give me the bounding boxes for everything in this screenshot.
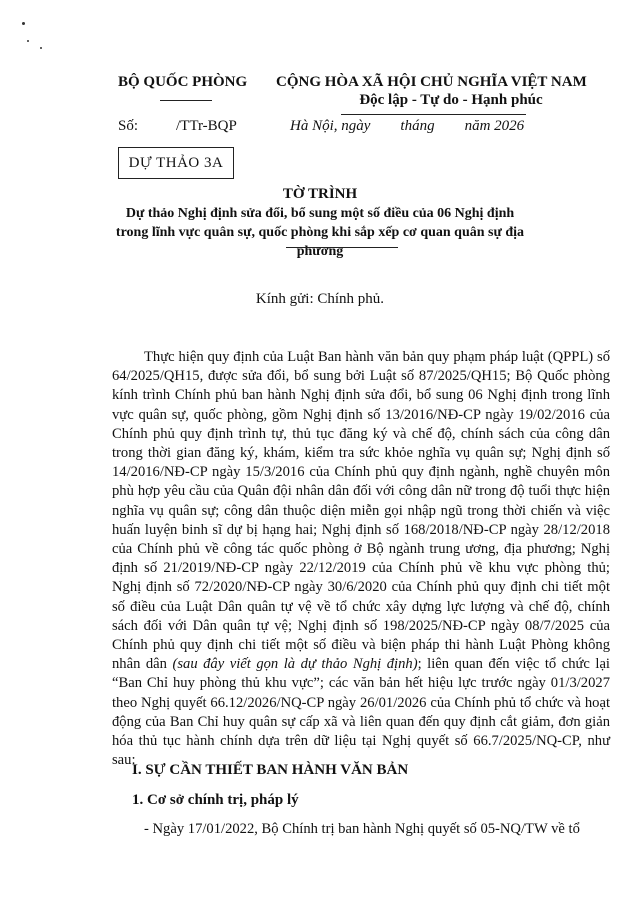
scan-speck (22, 22, 25, 25)
country-name: CỘNG HÒA XÃ HỘI CHỦ NGHĨA VIỆT NAM (276, 74, 587, 90)
ministry-name: BỘ QUỐC PHÒNG (118, 74, 248, 90)
document-subject: Dự thảo Nghị định sửa đổi, bổ sung một số điều của 06 Nghị định trong lĩnh vực quân sự, quốc phòng khi sắp xếp cơ quan quân sự địa phương (115, 206, 525, 259)
scan-speck (27, 40, 29, 42)
intro-paragraph (112, 348, 610, 770)
intro-text-part2: ; liên quan đến việc tổ chức lại “Ban Chỉ huy phòng thủ khu vực”; các văn bản hết hiệu lực trước ngày 01/3/2027 theo Nghị quyết 66.12/2026/NQ-CP ngày 26/01/2026 của Chính phủ tổ chức và hoạt động của Ban Chỉ huy quân sự cấp xã và liên quan đến quy định cắt giảm, đơn giản hóa thủ tục hành chính dựa trên dữ liệu tại Nghị quyết số 66.7/2025/NQ-CP, như sau: (112, 656, 610, 769)
doc-number-value: /TTr-BQP (176, 118, 237, 134)
doc-number-label: Số: (118, 118, 139, 134)
document-type: TỜ TRÌNH (282, 186, 358, 202)
ministry-underline (160, 100, 212, 101)
section-heading: I. SỰ CẦN THIẾT BAN HÀNH VĂN BẢN (132, 762, 409, 778)
draft-label: DỰ THẢO 3A (128, 154, 224, 171)
basis-paragraph: - Ngày 17/01/2022, Bộ Chính trị ban hành Nghị quyết số 05-NQ/TW về tổ (144, 821, 580, 837)
draft-stamp (118, 147, 234, 179)
motto-underline (341, 114, 526, 115)
intro-text-part1: Thực hiện quy định của Luật Ban hành văn bản quy phạm pháp luật (QPPL) số 64/2025/QH15, được sửa đổi, bổ sung bởi Luật số 87/2025/QH15; Bộ Quốc phòng kính trình Chính phủ ban hành Nghị định sửa đổi, bổ sung 06 Nghị định trong lĩnh vực quân sự, quốc phòng, gồm Nghị định số 13/2016/NĐ-CP ngày 19/02/2016 của Chính phủ quy định trình tự, thủ tục đăng ký và chế độ, chính sách của công dân trong thời gian đăng ký, khám, kiểm tra sức khỏe nghĩa vụ quân sự; Nghị định số 14/2016/NĐ-CP ngày 15/3/2016 của Chính phủ quy định ngành, nghề chuyên môn phù hợp yêu cầu của Quân đội nhân dân đối với công dân nữ trong độ tuổi thực hiện nghĩa vụ quân sự; công dân thuộc diện miễn gọi nhập ngũ trong thời chiến và việc huấn luyện binh sĩ dự bị hạng hai; Nghị định số 168/2018/NĐ-CP ngày 28/12/2018 của Chính phủ về công tác quốc phòng ở Bộ ngành trung ương, địa phương; Nghị định số 21/2019/NĐ-CP ngày 22/12/2019 của Chính phủ về khu vực phòng thủ; Nghị định số 72/2020/NĐ-CP ngày 30/6/2020 của Chính phủ quy định chi tiết một số điều của Luật Dân quân tự vệ về tổ chức xây dựng lực lượng và chế độ, chính sách đối với Dân quân tự vệ; Nghị định số 198/2025/NĐ-CP ngày 08/7/2025 của Chính phủ quy định chi tiết một số điều và biện pháp thi hành Luật Phòng không nhân dân (112, 349, 610, 673)
place-date: Hà Nội, ngày tháng năm 2026 (290, 118, 525, 134)
subject-underline (286, 247, 398, 248)
sub-heading: 1. Cơ sở chính trị, pháp lý (132, 792, 299, 808)
intro-text-italic: (sau đây viết gọn là dự thảo Nghị định) (172, 656, 418, 673)
scan-speck (40, 47, 42, 49)
recipient-line: Kính gửi: Chính phủ. (255, 291, 385, 307)
national-motto: Độc lập - Tự do - Hạnh phúc (359, 92, 543, 108)
